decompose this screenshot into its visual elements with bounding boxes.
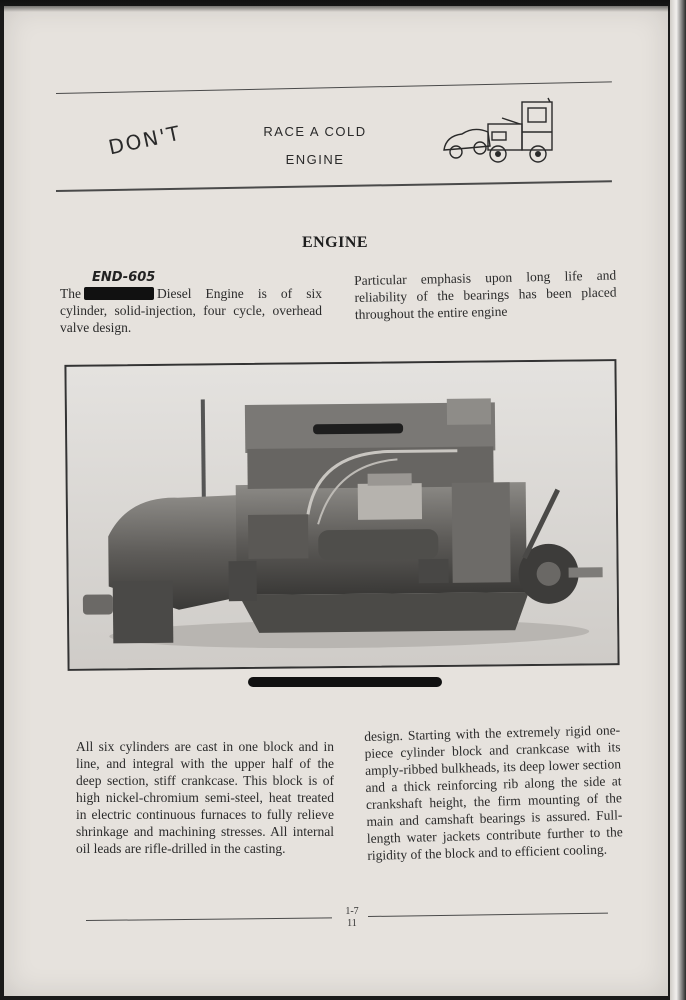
dont-text: DON'T bbox=[106, 120, 184, 160]
truck-car-illustration-icon bbox=[440, 88, 560, 172]
intro-right-paragraph: Particular emphasis upon long life and reliability of the bearings has been placed throughout the entire engine bbox=[354, 267, 617, 322]
page-number-sub: 11 bbox=[347, 918, 357, 929]
handwritten-model-number: END-605 bbox=[92, 270, 156, 285]
intro-left-paragraph bbox=[60, 285, 322, 336]
intro-suffix: Diesel Engine is of six cylinder, solid-injection, four cycle, overhead valve design. bbox=[60, 286, 322, 335]
body-right-paragraph: design. Starting with the extremely rigid one-piece cylinder block and crankcase with its amply-ribbed bulkheads, its deep lower section and a thick reinforcing rib along the side at crankshaft height, the firm mounting of the main and camshaft bearings is assured. Full-length water jackets contribute further to the rigidity of the block and to efficient cooling. bbox=[364, 722, 624, 863]
race-line-2: ENGINE bbox=[285, 152, 345, 167]
redaction-mark bbox=[84, 287, 154, 300]
page-number-main: 1-7 bbox=[345, 906, 359, 917]
intro-prefix: The bbox=[60, 286, 81, 301]
diesel-engine-photo bbox=[64, 359, 619, 671]
engine-illustration bbox=[66, 361, 617, 669]
page-number bbox=[332, 906, 372, 930]
redaction-bar bbox=[248, 677, 442, 687]
race-line-1: RACE A COLD bbox=[263, 124, 367, 139]
top-shadow bbox=[0, 0, 686, 12]
binder-edge bbox=[670, 0, 686, 1000]
race-cold-engine-text bbox=[240, 118, 390, 174]
body-left-paragraph: All six cylinders are cast in one block and in line, and integral with the upper half of the deep section, stiff crankcase. This block is of high nickel-chromium semi-steel, heat treated in electric continuous furnaces to fully relieve shrinkage and machining stresses. All internal oil leads are rifle-drilled in the casting. bbox=[76, 739, 334, 856]
section-title: ENGINE bbox=[301, 234, 369, 251]
